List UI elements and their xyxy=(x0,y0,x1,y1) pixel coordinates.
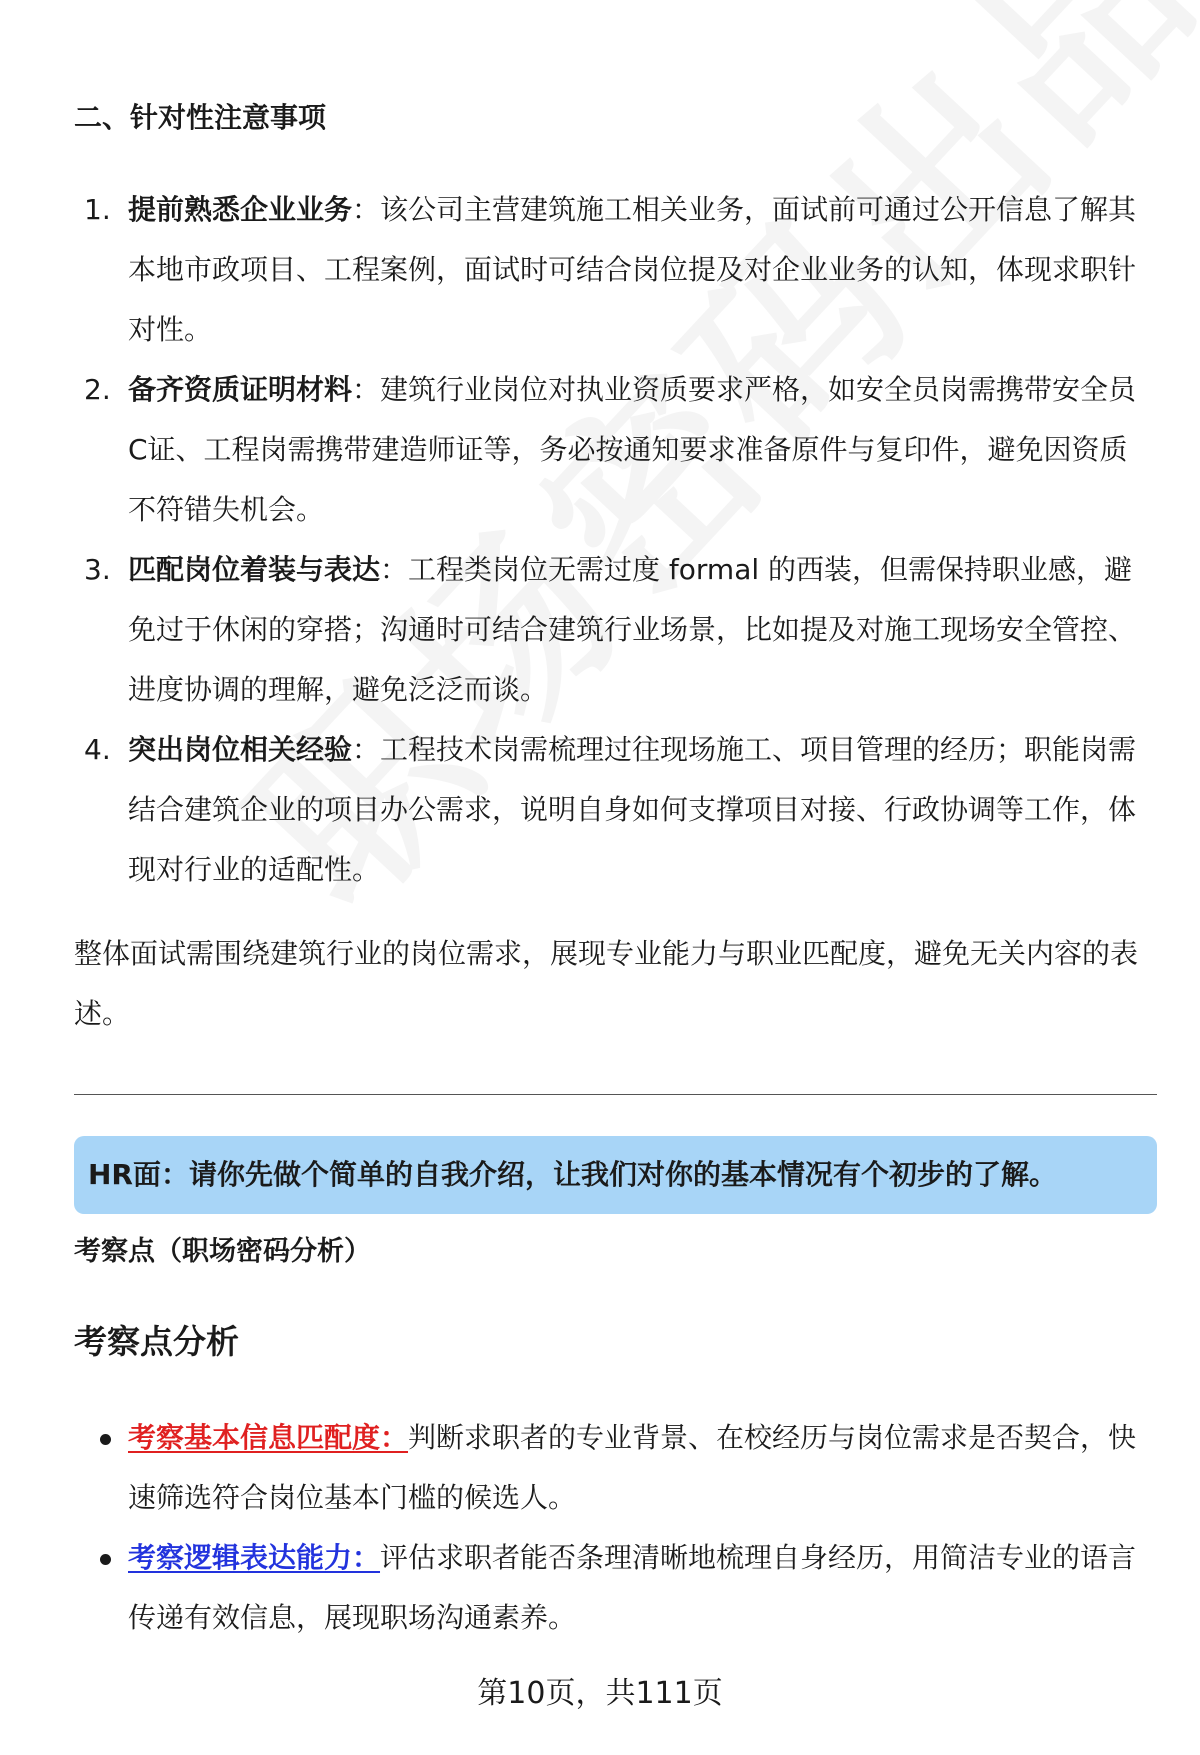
list-number: 1. xyxy=(84,193,111,226)
list-item xyxy=(74,180,1154,360)
tip-text: ：工程类岗位无需过度 formal 的西装，但需保持职业感，避免过于休闲的穿搭；沟通时可结合建筑行业场景，比如提及对施工现场安全管控、进度协调的理解，避免泛泛而谈。 xyxy=(128,553,1137,706)
list-item xyxy=(74,1528,1154,1648)
subheading: 考察点（职场密码分析） xyxy=(74,1236,371,1267)
analysis-heading: 考察点分析 xyxy=(74,1322,239,1361)
section-heading: 二、针对性注意事项 xyxy=(74,101,327,134)
tip-title: 备齐资质证明材料 xyxy=(128,373,353,406)
tip-text: ：建筑行业岗位对执业资质要求严格，如安全员岗需携带安全员C证、工程岗需携带建造师证等，务必按通知要求准备原件与复印件，避免因资质不符错失机会。 xyxy=(128,373,1137,526)
point-keyword: 考察基本信息匹配度： xyxy=(128,1421,409,1454)
tip-text: ：该公司主营建筑施工相关业务，面试前可通过公开信息了解其本地市政项目、工程案例，面试时可结合岗位提及对企业业务的认知，体现求职针对性。 xyxy=(128,193,1137,346)
list-item xyxy=(74,720,1154,900)
summary-paragraph: 整体面试需围绕建筑行业的岗位需求，展现专业能力与职业匹配度，避免无关内容的表述。 xyxy=(74,937,1139,1030)
point-text: 评估求职者能否条理清晰地梳理自身经历，用简洁专业的语言传递有效信息，展现职场沟通素养。 xyxy=(128,1541,1137,1634)
analysis-list xyxy=(74,1408,1154,1648)
point-keyword: 考察逻辑表达能力： xyxy=(128,1541,381,1574)
list-item xyxy=(74,1408,1154,1528)
page-footer: 第10页，共111页 xyxy=(477,1676,723,1711)
tip-title: 突出岗位相关经验 xyxy=(128,733,353,766)
list-item xyxy=(74,360,1154,540)
list-number: 3. xyxy=(84,553,111,586)
bullet-icon xyxy=(100,1554,111,1565)
tip-title: 匹配岗位着装与表达 xyxy=(128,553,381,586)
horizontal-divider xyxy=(74,1094,1157,1095)
bullet-icon xyxy=(100,1434,111,1445)
hr-question: HR面：请你先做个简单的自我介绍，让我们对你的基本情况有个初步的了解。 xyxy=(88,1158,1057,1191)
hr-question-box xyxy=(74,1136,1157,1214)
tips-list xyxy=(74,180,1154,900)
list-number: 2. xyxy=(84,373,111,406)
list-item xyxy=(74,540,1154,720)
point-text: 判断求职者的专业背景、在校经历与岗位需求是否契合，快速筛选符合岗位基本门槛的候选人。 xyxy=(128,1421,1137,1514)
list-number: 4. xyxy=(84,733,111,766)
tip-title: 提前熟悉企业业务 xyxy=(128,193,353,226)
tip-text: ：工程技术岗需梳理过往现场施工、项目管理的经历；职能岗需结合建筑企业的项目办公需求，说明自身如何支撑项目对接、行政协调等工作，体现对行业的适配性。 xyxy=(128,733,1137,886)
